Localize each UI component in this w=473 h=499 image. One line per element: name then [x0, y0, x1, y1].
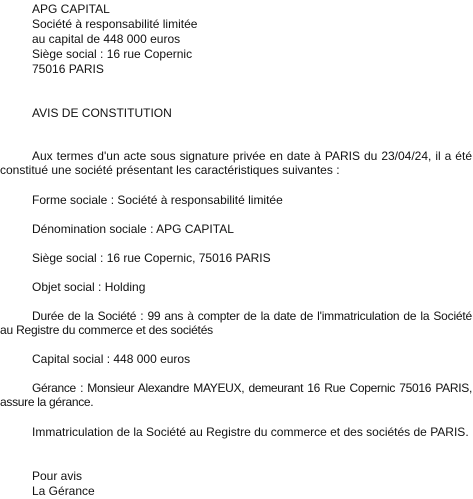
notice-title: AVIS DE CONSTITUTION [32, 106, 172, 120]
gerance-paragraph: Gérance : Monsieur Alexandre MAYEUX, demeurant 16 Rue Copernic 75016 PARIS, assure la gérance. [0, 381, 472, 409]
forme-sociale: Forme sociale : Société à responsabilité limitée [32, 193, 283, 207]
denomination-sociale: Dénomination sociale : APG CAPITAL [32, 222, 234, 236]
company-city: 75016 PARIS [32, 62, 104, 76]
objet-social: Objet social : Holding [32, 280, 146, 294]
siege-social: Siège social : 16 rue Copernic, 75016 PARIS [32, 251, 271, 265]
company-legal-form: Société à responsabilité limitée [32, 17, 198, 31]
pour-avis: Pour avis [32, 469, 83, 483]
company-seat: Siège social : 16 rue Copernic [32, 47, 193, 61]
intro-paragraph: Aux termes d'un acte sous signature privée en date à PARIS du 23/04/24, il a été constitué une société présentant les caractéristiques suivantes : [0, 149, 472, 177]
duree-paragraph: Durée de la Société : 99 ans à compter de la date de l'immatriculation de la Société au Registre du commerce et des sociétés [0, 309, 472, 337]
capital-social: Capital social : 448 000 euros [32, 352, 191, 366]
company-capital: au capital de 448 000 euros [32, 32, 181, 46]
signatory: La Gérance [32, 484, 95, 498]
company-name: APG CAPITAL [32, 2, 110, 16]
immatriculation: Immatriculation de la Société au Registre du commerce et des sociétés de PARIS. [32, 425, 469, 439]
